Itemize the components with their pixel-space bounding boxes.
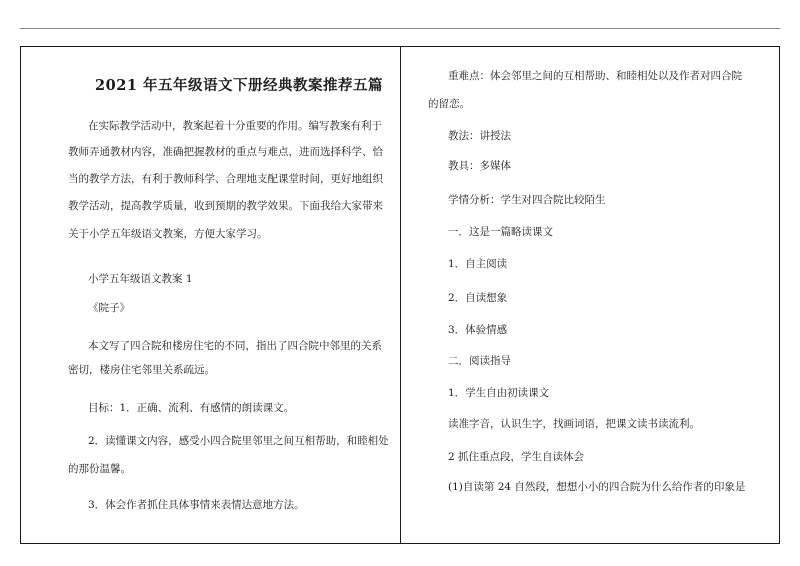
right-line-5: 学情分析：学生对四合院比较陌生 — [448, 194, 606, 206]
document-title: 2021 年五年级语文下册经典教案推荐五篇 — [95, 77, 383, 94]
right-line-9: 3．体验情感 — [448, 324, 508, 336]
left-line-1: 在实际教学活动中，教案起着十分重要的作用。编写教案有利于 — [88, 120, 382, 132]
left-line-3: 当的教学方法，有利于教师科学、合理地支配课堂时间，更好地组织 — [68, 173, 383, 185]
left-line-2: 教师弄通教材内容，准确把握教材的重点与难点，进而选择科学、恰 — [68, 146, 383, 158]
right-line-11: 1．学生自由初读课文 — [448, 387, 550, 399]
left-line-13: 3．体会作者抓住具体事情来表情达意地方法。 — [88, 499, 305, 511]
left-line-8: 本文写了四合院和楼房住宅的不同，指出了四合院中邻里的关系 — [88, 340, 382, 352]
right-line-2: 的留恋。 — [428, 98, 470, 110]
right-line-12: 读准字音，认识生字，找画词语，把课文读书读流利。 — [448, 418, 700, 430]
right-line-1: 重难点：体会邻里之间的互相帮助、和睦相处以及作者对四合院 — [448, 70, 742, 82]
left-line-7: 《院子》 — [88, 302, 130, 314]
right-line-4: 教具：多媒体 — [448, 160, 511, 172]
left-line-6: 小学五年级语文教案 1 — [88, 273, 193, 285]
left-line-4: 教学活动，提高教学质量，收到预期的教学效果。下面我给大家带来 — [68, 200, 383, 212]
right-line-13: 2 抓住重点段，学生自读体会 — [448, 451, 585, 463]
top-rule — [20, 28, 780, 29]
right-line-8: 2．自读想象 — [448, 292, 508, 304]
left-line-5: 关于小学五年级语文教案，方便大家学习。 — [68, 228, 268, 240]
column-divider — [400, 46, 401, 544]
right-line-3: 教法：讲授法 — [448, 130, 511, 142]
left-line-11: 2．读懂课文内容，感受小四合院里邻里之间互相帮助，和睦相处 — [88, 435, 389, 447]
right-line-10: 二．阅读指导 — [448, 355, 511, 367]
right-line-14: (1)自读第 24 自然段，想想小小的四合院为什么给作者的印象是 — [448, 481, 746, 493]
right-line-7: 1．自主阅读 — [448, 258, 508, 270]
right-line-6: 一．这是一篇略读课文 — [448, 226, 553, 238]
left-line-10: 目标：1．正确、流利、有感情的朗读课文。 — [88, 402, 295, 414]
left-line-12: 的那份温馨。 — [68, 463, 131, 475]
left-line-9: 密切，楼房住宅邻里关系疏远。 — [68, 364, 215, 376]
